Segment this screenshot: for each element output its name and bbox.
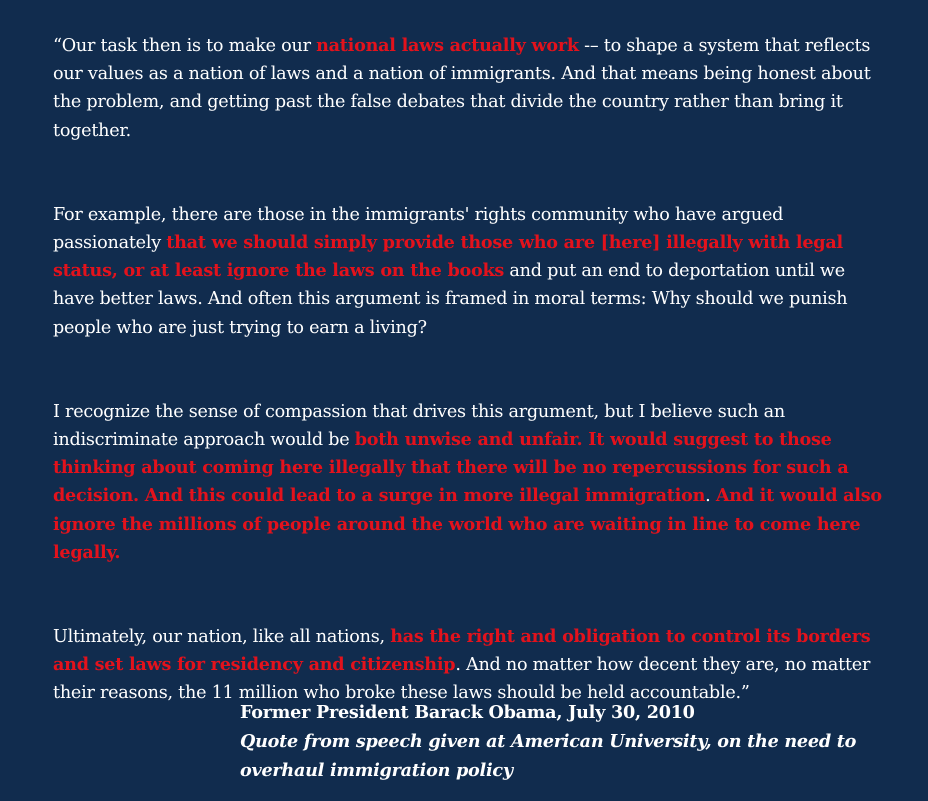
quote-text-segment: and put an end to deportation until we have better laws. And often this argument is framed in moral terms: Why should we punish people who are just trying to earn a living?	[53, 261, 848, 338]
quote-text-segment: For example, there are those in the immigrants' rights community who have argued passionately	[53, 204, 784, 254]
quote-highlight-segment: both unwise and unfair. It would suggest to those thinking about coming here illegally that there will be no repercussions for such a decision. And this could lead to a surge in more illegal immigration	[53, 429, 849, 507]
quote-text-segment: .	[705, 486, 716, 507]
quote-text-segment: . And no matter how decent they are, no matter their reasons, the 11 million who broke these laws should be held accountable.”	[53, 655, 871, 704]
quote-highlight-segment: that we should simply provide those who are [here] illegally with legal status, or at least ignore the laws on the books	[53, 232, 843, 282]
quote-paragraph-4	[53, 623, 883, 708]
quote-block	[53, 32, 883, 708]
attribution-caption: Quote from speech given at American University, on the need to overhaul immigration policy	[240, 731, 857, 781]
quote-paragraph-2	[53, 201, 883, 342]
quote-text-segment: -– to shape a system that reflects our values as a nation of laws and a nation of immigrants. And that means being honest about the problem, and getting past the false debates that divide the country rather than bring it together.	[53, 36, 871, 141]
quote-paragraph-1	[53, 32, 883, 145]
quote-text-segment: I recognize the sense of compassion that drives this argument, but I believe such an indiscriminate approach would be	[53, 401, 785, 451]
quote-text-segment: Ultimately, our nation, like all nations,	[53, 627, 391, 648]
attribution	[240, 698, 900, 785]
quote-highlight-segment: And it would also ignore the millions of people around the world who are waiting in line to come here legally.	[53, 485, 882, 563]
quote-paragraph-3	[53, 398, 883, 567]
quote-highlight-segment: has the right and obligation to control its borders and set laws for residency and citizenship	[53, 626, 871, 676]
quote-highlight-segment: national laws actually work	[316, 35, 579, 56]
attribution-speaker: Former President Barack Obama, July 30, 2010	[240, 702, 695, 723]
quote-text-segment: “Our task then is to make our	[53, 36, 317, 56]
